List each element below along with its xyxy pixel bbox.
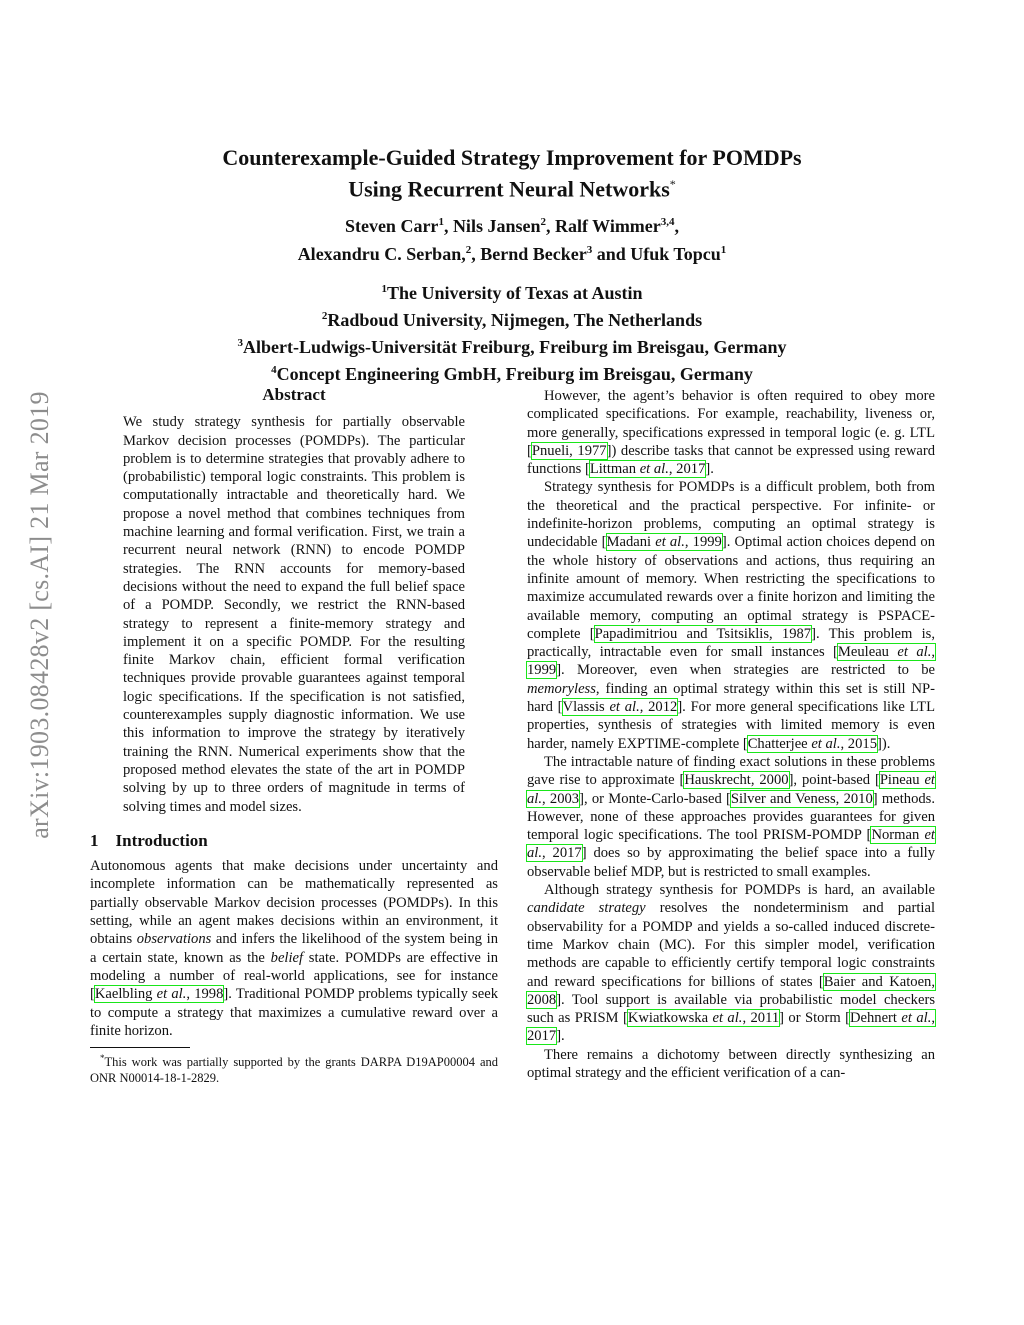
text-run: ]) describe tasks that cannot be expressed using reward functions [ [527, 442, 936, 478]
paper-header [140, 144, 884, 386]
text-run: resolves the nondeterminism and partial observability for a POMDP and yields a so-called induced discrete-time Markov chain (MC). For this simpler model, verification methods are capable to efficiently certify temporal logic constraints and reward specifications for billions of states [ [527, 900, 935, 990]
citation-text: , 2017 [527, 1010, 935, 1045]
text-run: Autonomous agents that make decisions under uncertainty and incomplete information can be mathematically represented as partially observable Markov decision processes (POMDPs). In this setting, while an agent makes decisions within an environment, it obtains [90, 858, 498, 948]
author: Nils Jansen$^2$, [452, 216, 555, 237]
citation-text: Vlassis [562, 699, 610, 716]
citation-text: Silver and Veness, 2010 [730, 790, 873, 807]
affiliation: $^2$Radboud University, Nijmegen, The Netherlands [321, 310, 703, 331]
left-column [90, 386, 498, 1086]
footnote-text: This work was partially supported by the grants DARPA D19AP00004 and ONR N00014-18-1-2829. [90, 1055, 498, 1085]
text-run: Although strategy synthesis for POMDPs is hard, an available [544, 882, 935, 899]
affiliation: $^4$Concept Engineering GmbH, Freiburg im Breisgau, Germany [271, 364, 753, 385]
citation-text: , 1999 [527, 644, 935, 679]
affiliation: $^1$The University of Texas at Austin [381, 283, 643, 304]
text-run: ]. Traditional POMDP problems typically seek to compute a strategy that maximizes a cumulative reward over a finite horizon. [90, 986, 498, 1039]
abstract-text: We study strategy synthesis for partially observable Markov decision processes (POMDPs). The particular problem is to determine strategies that provably adhere to (probabilistic) temporal logic constraints. This problem is computationally intractable and theoretically hard. We propose a novel method that combines techniques from machine learning and formal verification. First, we train a recurrent neural network (RNN) to encode POMDP strategies. The RNN accounts for memory-based decisions without the need to expand the full belief space of a POMDP. Secondly, we restrict the RNN-based strategy to represent a finite-memory strategy and implement it on a specific POMDP. For the resulting finite Markov chain, efficient formal verification techniques provide provable guarantees against temporal logic specifications. If the specification is not satisfied, counterexamples supply diagnostic information. We use this information to improve the strategy by iteratively training the RNN. Numerical experiments show that the proposed method elevates the state of the art in POMDP solving by up to three orders of magnitude in terms of solving times and model sizes. [123, 414, 465, 815]
text-run: Strategy synthesis for POMDPs is a difficult problem, both from the theoretical and the practical perspective. For infinite- or indefinite-horizon problems, computing an optimal strategy is undecidable [ [527, 479, 935, 551]
citation-text: et al. [655, 534, 685, 551]
arxiv-stamp: arXiv:1903.08428v2 [cs.AI] 21 Mar 2019 [25, 391, 54, 839]
emphasis: memoryless [527, 680, 596, 697]
body-paragraph [527, 1046, 935, 1083]
citation-text: et al. [609, 699, 640, 716]
emphasis: candidate strategy [527, 900, 646, 917]
author: Ralf Wimmer$^{3,4}$, [554, 216, 680, 237]
author: Alexandru C. Serban,$^2$, [297, 244, 481, 265]
text-run: , finding an optimal strategy within this set is still NP-hard [ [527, 680, 935, 716]
author-list [140, 210, 884, 266]
text-run: ]. Tool support is available via probabilistic model checkers such as PRISM [ [527, 991, 935, 1027]
citation-text: Pineau [879, 772, 925, 789]
text-run: ]. [556, 1028, 565, 1045]
citation-text: Dehnert [849, 1010, 902, 1027]
section-number: 1 [90, 830, 99, 850]
citation-link[interactable] [590, 461, 706, 477]
text-run: However, the agent’s behavior is often required to obey more complicated specifications. For example, reachability, liveness or, more generally, specifications expressed in temporal logic (e. g. LTL [ [527, 388, 935, 459]
citation-link[interactable] [684, 772, 788, 788]
citation-text: Littman [589, 461, 640, 478]
footnote [90, 1051, 498, 1086]
citation-text: , 2017 [668, 461, 706, 478]
text-run: ]. Optimal action choices depend on the whole history of observations and actions, thus requiring an infinite amount of memory. When restricting the specifications to maximize accumulated rewards over a finite horizon and limiting the available memory, computing an optimal strategy is PSPACE-complete [ [527, 534, 936, 642]
emphasis: belief [270, 949, 304, 966]
citation-text: et al. [639, 461, 669, 478]
affiliation: $^3$Albert-Ludwigs-Universität Freiburg, Freiburg im Breisgau, Germany [237, 337, 787, 358]
citation-text: Chatterjee [747, 735, 812, 752]
affiliation-list [140, 278, 884, 386]
abstract-heading: Abstract [262, 385, 326, 404]
citation-text: Baier and Katoen, 2008 [527, 973, 935, 1008]
text-run: and infers the likelihood of the system being in a certain state, known as the [90, 931, 498, 966]
citation-text: et al. [897, 644, 932, 661]
body-paragraph [527, 881, 935, 1046]
citation-text: et al. [527, 827, 935, 862]
citation-text: Pnueli, 1977 [531, 442, 607, 459]
citation-text: et al. [527, 772, 935, 807]
paper-title [140, 144, 884, 202]
text-run: ], point-based [ [788, 772, 880, 789]
citation-link[interactable] [628, 1010, 779, 1026]
citation-link[interactable] [595, 626, 812, 642]
text-run: ] methods. However, none of these approaches provides guarantees for given temporal logic specifications. The tool PRISM-POMDP [ [527, 790, 935, 844]
author: Ufuk Topcu$^1$ [630, 244, 727, 265]
intro-paragraph [90, 857, 498, 1040]
citation-text: , 2011 [742, 1010, 780, 1027]
citation-link[interactable] [748, 736, 877, 752]
footnote-mark: * [100, 1053, 105, 1064]
text-run: ]. This problem is, practically, intractable even for small instances [ [527, 625, 936, 661]
citation-text: et al. [901, 1010, 932, 1027]
abstract-body [123, 413, 465, 816]
citation-text: , 1998 [186, 986, 224, 1003]
citation-link[interactable] [607, 534, 722, 550]
citation-link[interactable] [731, 791, 873, 807]
citation-text: , 2015 [840, 735, 877, 752]
text-run: ] or Storm [ [779, 1010, 850, 1027]
title-line-1: Counterexample-Guided Strategy Improvement for POMDPs [222, 145, 802, 170]
citation-link[interactable] [532, 443, 607, 459]
citation-text: Kaelbling [94, 986, 157, 1003]
text-run: ]). [876, 735, 891, 752]
text-run: ]. For more general specifications like LTL properties, synthesis of strategies with limited memory is even harder, namely EXPTIME-complete [ [527, 699, 935, 752]
title-line-2: Using Recurrent Neural Networks [348, 176, 670, 202]
text-run: ]. [705, 461, 714, 478]
author: Steven Carr$^1$, [344, 216, 453, 237]
citation-text: Hauskrecht, 2000 [684, 772, 789, 789]
citation-text: , 2003 [542, 790, 580, 807]
citation-text: , 2017 [542, 845, 582, 862]
emphasis: observations [136, 931, 212, 948]
citation-text: Kwiatkowska [627, 1010, 713, 1027]
section-title: Introduction [115, 830, 208, 850]
text-run: The intractable nature of finding exact solutions in these problems gave rise to approximate [ [527, 753, 935, 789]
text-run: There remains a dichotomy between directly synthesizing an optimal strategy and the efficient verification of a can- [527, 1046, 935, 1081]
section-heading-introduction [90, 832, 498, 850]
right-column [527, 387, 935, 1082]
author: Bernd Becker$^3$ and [480, 244, 631, 265]
citation-text: et al. [156, 986, 187, 1003]
footnote-rule [90, 1047, 190, 1048]
text-run: ], or Monte-Carlo-based [ [579, 790, 731, 807]
text-run: ]. Moreover, even when strategies are restricted to be [556, 662, 935, 679]
citation-text: Papadimitriou and Tsitsiklis, 1987 [594, 625, 812, 642]
citation-text: et al. [811, 735, 841, 752]
body-paragraph [527, 478, 935, 752]
citation-text: Madani [606, 534, 656, 551]
citation-link[interactable] [95, 986, 224, 1002]
text-run: ] does so by approximating the belief space into a fully observable belief MDP, but is restricted to small examples. [527, 845, 935, 880]
citation-text: Norman [871, 827, 925, 844]
text-run: state. POMDPs are effective in modeling a number of real-world applications, see for instance [ [90, 949, 498, 1003]
title-footnote-mark: * [669, 177, 676, 191]
body-paragraph [527, 387, 935, 478]
citation-link[interactable] [563, 699, 678, 715]
citation-text: et al. [712, 1010, 743, 1027]
citation-text: Meuleau [837, 644, 898, 661]
citation-text: , 2012 [639, 699, 678, 716]
body-paragraph [527, 753, 935, 881]
citation-text: , 1999 [684, 534, 722, 551]
